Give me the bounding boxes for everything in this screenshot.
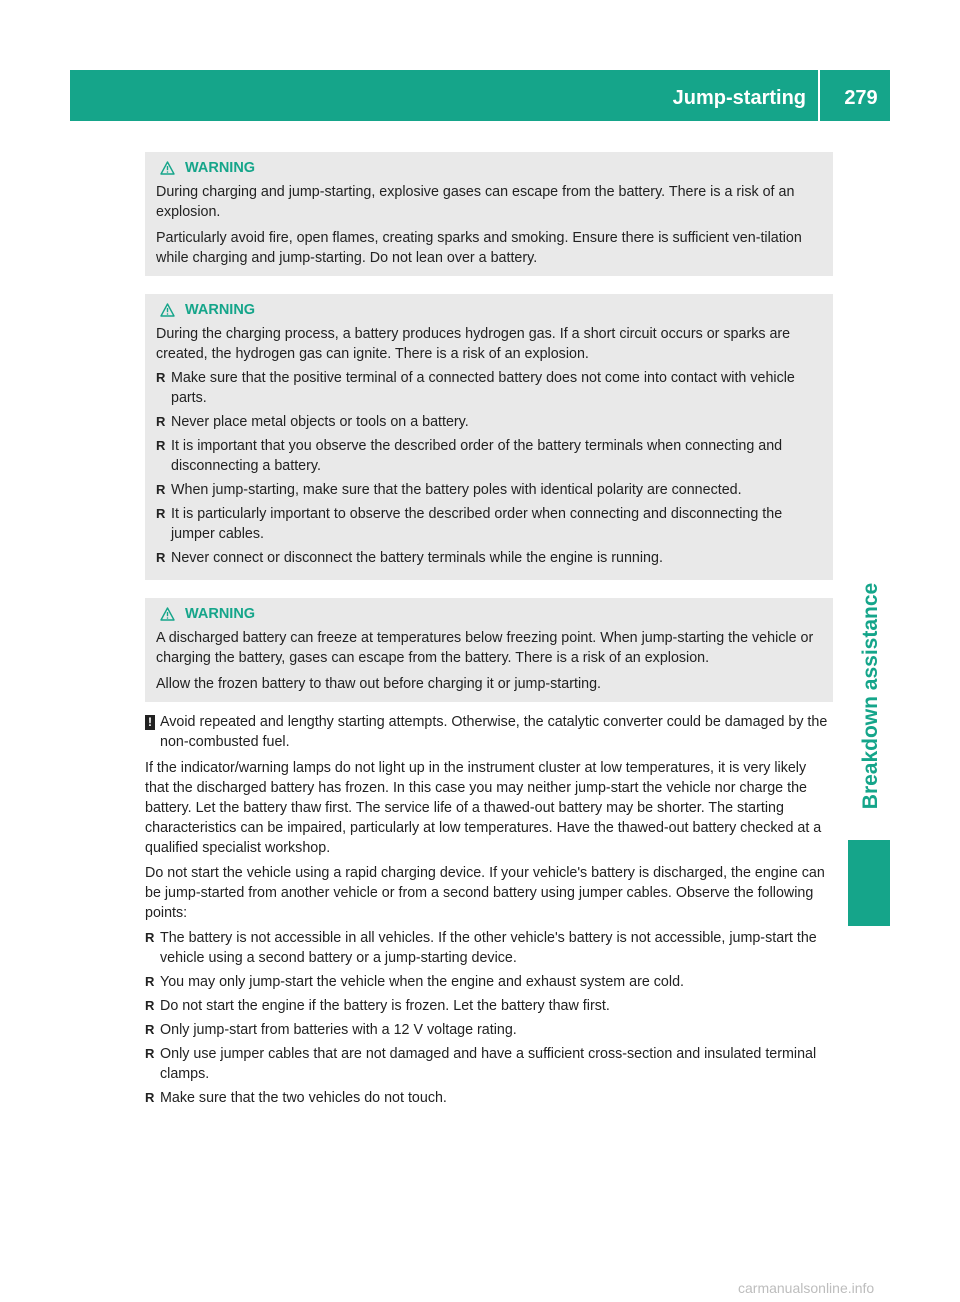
list-item: R When jump-starting, make sure that the battery poles with identical polarity are connected. [156,480,826,500]
list-item: R It is important that you observe the described order of the battery terminals when connecting and disconnecting a battery. [156,436,826,476]
warning-text: During charging and jump-starting, explosive gases can escape from the battery. There is a risk of an explosion. [156,184,795,220]
warning-heading [160,604,826,624]
header-bar [70,70,890,121]
list-item: R Make sure that the two vehicles do not touch. [145,1088,833,1108]
warning-box-hydrogen-gas [145,294,833,580]
warning-heading [160,300,826,320]
note-block [145,712,833,752]
warning-bullet-list [156,368,826,568]
warning-label: WARNING [185,302,256,318]
warning-label: WARNING [185,160,256,176]
page-number: 279 [844,87,878,109]
side-tab-marker [848,840,890,926]
warning-label: WARNING [185,606,256,622]
warning-text: Allow the frozen battery to thaw out before charging it or jump-starting. [156,676,602,692]
list-item: R It is particularly important to observe the described order when connecting and disconnecting the jumper cables. [156,504,826,544]
warning-box-explosive-gases [145,152,833,276]
list-item: R Make sure that the positive terminal of a connected battery does not come into contact with vehicle parts. [156,368,826,408]
page-content [145,152,833,1112]
list-item: R Only use jumper cables that are not damaged and have a sufficient cross-section and insulated terminal clamps. [145,1044,833,1084]
warning-box-frozen-battery [145,598,833,702]
side-section-label-text: Breakdown assistance [859,582,882,810]
note-text: Avoid repeated and lengthy starting attempts. Otherwise, the catalytic converter could be damaged by the non-combusted fuel. [160,714,828,750]
warning-text: A discharged battery can freeze at temperatures below freezing point. When jump-starting the vehicle or charging the battery, gases can escape from the battery. There is a risk of an explosion. [156,630,814,666]
exclamation-icon: ! [145,715,155,730]
body-paragraph: Do not start the vehicle using a rapid charging device. If your vehicle's battery is discharged, the engine can be jump-started from another vehicle or from a second battery using jumper cables. Observe the following points: [145,865,825,921]
warning-text: During the charging process, a battery produces hydrogen gas. If a short circuit occurs or sparks are created, the hydrogen gas can ignite. There is a risk of an explosion. [156,326,791,362]
list-item: R Do not start the engine if the battery is frozen. Let the battery thaw first. [145,996,833,1016]
watermark: carmanualsonline.info [738,1280,875,1296]
body-paragraph: If the indicator/warning lamps do not light up in the instrument cluster at low temperatures, it is very likely that the discharged battery has frozen. In this case you may neither jump-start the vehicle nor charge the battery. Let the battery thaw first. The service life of a thawed-out battery may be shorter. The starting characteristics can be impaired, particularly at low temperatures. Have the thawed-out battery checked at a qualified specialist workshop. [145,760,822,856]
list-item: R Never connect or disconnect the battery terminals while the engine is running. [156,548,826,568]
list-item: R Only jump-start from batteries with a 12 V voltage rating. [145,1020,833,1040]
warning-heading [160,158,826,178]
body-bullet-list [145,928,833,1108]
list-item: R You may only jump-start the vehicle when the engine and exhaust system are cold. [145,972,833,992]
section-title: Jump-starting [673,70,820,121]
warning-triangle-icon [160,607,175,621]
side-section-label [857,556,885,836]
warning-triangle-icon [160,303,175,317]
list-item: R The battery is not accessible in all vehicles. If the other vehicle's battery is not accessible, jump-start the vehicle using a second battery or a jump-starting device. [145,928,833,968]
warning-triangle-icon [160,161,175,175]
list-item: R Never place metal objects or tools on a battery. [156,412,826,432]
warning-text: Particularly avoid fire, open flames, creating sparks and smoking. Ensure there is sufficient ven-tilation while charging and jump-starting. Do not lean over a battery. [156,230,802,266]
